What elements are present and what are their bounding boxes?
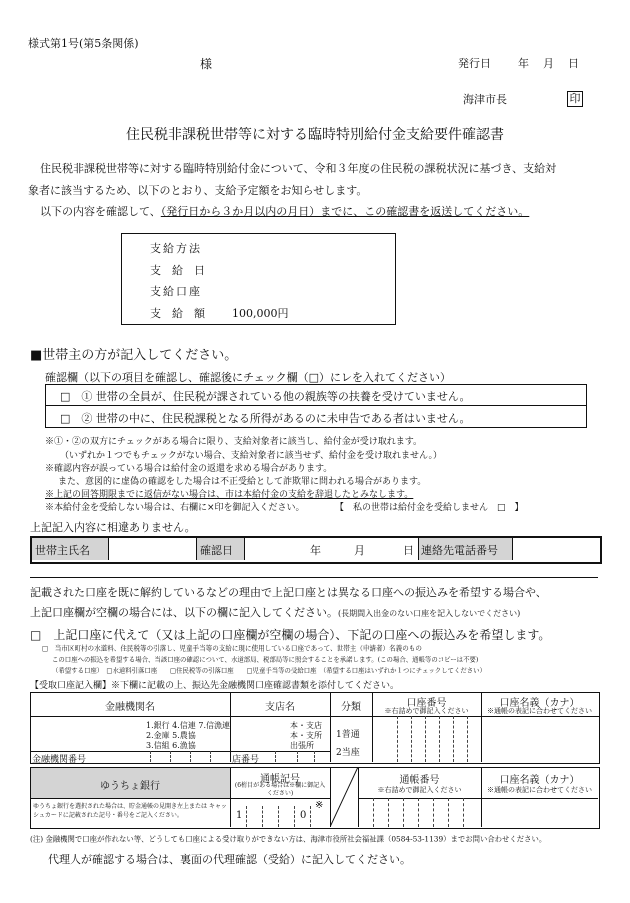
confirm-day: 日 bbox=[403, 544, 414, 557]
account-type-header: 分類 bbox=[341, 702, 361, 713]
seal-stamp: 印 bbox=[567, 91, 583, 107]
payment-account-label: 支給口座 bbox=[150, 285, 202, 298]
householder-name-label: 世帯主氏名 bbox=[35, 544, 90, 557]
transfer-line-2-small: (長期間入出金のない口座を記入しないでください) bbox=[338, 609, 521, 618]
issue-year: 年 bbox=[518, 57, 529, 70]
confirm-item-1[interactable]: □ ① 世帯の全員が、住民税が課されている他の親族等の扶養を受けていません。 bbox=[60, 390, 471, 403]
tsucho-kigo-sub: (6桁目がある場合は※欄に御記入ください) bbox=[234, 782, 326, 797]
yucho-bank-name: ゆうちょ銀行 bbox=[100, 781, 160, 792]
issue-date-label: 発行日 bbox=[458, 57, 491, 70]
account-type-current[interactable]: 2当座 bbox=[336, 748, 360, 758]
yucho-note: ゆうちょ銀行を選択された場合は、貯金通帳の見開き左上または キャッシュカードに記載された記号・番号をご記入ください。 bbox=[33, 803, 227, 819]
bank-name-header: 金融機関名 bbox=[105, 702, 155, 713]
account-number-sub: ※右詰めで御記入ください bbox=[384, 707, 469, 715]
issue-day: 日 bbox=[568, 57, 579, 70]
payment-method-label: 支給方法 bbox=[150, 242, 202, 255]
account-number-header: 口座番号 bbox=[406, 698, 447, 709]
tsucho-bango-sub: ※右詰めで御記入ください bbox=[377, 786, 462, 794]
intro-line-3-pre: 以下の内容を確認して、 bbox=[40, 205, 161, 218]
payment-amount-label: 支 給 額 bbox=[150, 307, 205, 320]
intro-line-3 bbox=[40, 203, 529, 219]
phone-field[interactable] bbox=[514, 539, 596, 559]
addressee-suffix: 様 bbox=[200, 57, 213, 71]
householder-name-field[interactable] bbox=[110, 539, 194, 559]
note-1b: （いずれか１つでもチェックがない場合、支給対象者に該当せず、給付金を受け取れません。） bbox=[60, 451, 443, 461]
transfer-line-2 bbox=[30, 604, 520, 620]
intro-line-2: 象者に該当するため、以下のとおり、支給予定額をお知らせします。 bbox=[28, 184, 368, 197]
yucho-holder-header: 口座名義（カナ） bbox=[499, 775, 580, 786]
decline-checkbox[interactable]: 【 私の世帯は給付金を受給しません □ 】 bbox=[335, 503, 524, 513]
confirm-month: 月 bbox=[354, 544, 365, 557]
bank-kind-row-1: 1.銀行 4.信連 7.信漁連 bbox=[146, 721, 230, 730]
consent-3[interactable]: （希望する口座） □水道料引落口座 □住民税等の引落口座 □児童手当等の受給口座 （希望する口座はいずれか１つにチェックしてください） bbox=[52, 666, 486, 674]
note-2: ※確認内容が誤っている場合は給付金の返還を求める場合があります。 bbox=[45, 464, 333, 474]
confirm-item-2[interactable]: □ ② 世帯の中に、住民税課税となる所得があるのに未申告である者はいません。 bbox=[60, 412, 471, 425]
confirm-heading: 確認欄（以下の項目を確認し、確認後にチェック欄（□）にレを入れてください） bbox=[45, 371, 452, 384]
phone-label: 連絡先電話番号 bbox=[421, 544, 498, 557]
account-holder-sub: ※通帳の表記に合わせてください bbox=[487, 707, 592, 715]
note-1a: ※①・②の双方にチェックがある場合に限り、支給対象者に該当し、給付金が受け取れます。 bbox=[45, 437, 423, 447]
consent-1[interactable]: □ 当市区町村の水道料、住民税等の引落し、児童手当等の支給に現に使用している口座であって、世帯主（申請者）名義のもの bbox=[42, 644, 422, 653]
bank-kind-row-2: 2.金庫 5.農協 bbox=[146, 731, 196, 740]
alternate-account-checkbox[interactable]: □ 上記口座に代えて（又は上記の口座欄が空欄の場合）、下記の口座への振込みを希望します。 bbox=[30, 628, 551, 642]
branch-kind-row-2: 本・支所 bbox=[290, 731, 322, 740]
account-entry-instruction: 【受取口座記入欄】※下欄に記載の上、振込先金融機関口座確認書類を添付してください。 bbox=[30, 681, 400, 691]
account-holder-header: 口座名義（カナ） bbox=[499, 698, 580, 709]
branch-kind-row-3: 出張所 bbox=[290, 741, 314, 750]
divider bbox=[30, 577, 598, 578]
document-title: 住民税非課税世帯等に対する臨時特別給付金支給要件確認書 bbox=[126, 127, 504, 143]
yucho-slash bbox=[330, 767, 358, 827]
tsucho-kigo-header: 通帳記号 bbox=[260, 774, 300, 785]
bank-code-label: 金融機関番号 bbox=[32, 755, 87, 765]
payment-amount-value: 100,000円 bbox=[232, 307, 289, 320]
consent-2: この口座への振込を希望する場合、当該口座の確認について、水道部局、税部局等に照会することを承諾します。(この場合、通帳等のコピーは不要) bbox=[52, 655, 479, 663]
branch-code-label: 店番号 bbox=[232, 755, 260, 765]
kigo-star: ※ bbox=[315, 800, 324, 811]
return-deadline: （発行日から３か月以内の月日）までに、この確認書を返送してください。 bbox=[160, 205, 530, 218]
note-3: また、意図的に虚偽の確認をした場合は不正受給として詐欺罪に問われる場合があります。 bbox=[58, 477, 427, 487]
bank-kind-row-3: 3.信組 6.漁協 bbox=[146, 741, 196, 750]
transfer-line-2-main: 上記口座欄が空欄の場合には、以下の欄に記入してください。 bbox=[30, 606, 338, 619]
payment-date-label: 支 給 日 bbox=[150, 264, 205, 277]
kigo-digit-1: 1 bbox=[236, 810, 243, 821]
yucho-holder-sub: ※通帳の表記に合わせてください bbox=[487, 786, 592, 794]
householder-section-heading: ■世帯主の方が記入してください。 bbox=[30, 348, 238, 363]
branch-header: 支店名 bbox=[265, 702, 295, 713]
issue-month: 月 bbox=[543, 57, 554, 70]
form-number: 様式第1号(第5条関係) bbox=[28, 37, 139, 50]
kigo-digit-0: 0 bbox=[300, 810, 307, 821]
confirm-year: 年 bbox=[310, 544, 321, 557]
footer-note: (注) 金融機関で口座が作れない等、どうしても口座による受け取りができない方は、海津市役所社会福祉課（0584-53-1139）までお問い合わせください。 bbox=[30, 834, 547, 844]
transfer-line-1: 記載された口座を既に解約しているなどの理由で上記口座とは異なる口座への振込みを希望する場合や、 bbox=[30, 586, 547, 599]
note-4: ※上記の回答期限までに返信がない場合は、市は本給付金の支給を辞退したとみなします。 bbox=[45, 490, 414, 500]
note-5: ※本給付金を受給しない場合は、右欄に×印を御記入ください。 bbox=[45, 503, 305, 513]
account-type-ordinary[interactable]: 1普通 bbox=[336, 730, 360, 740]
agreement-text: 上記記入内容に相違ありません。 bbox=[30, 521, 196, 534]
intro-line-1: 住民税非課税世帯等に対する臨時特別給付金について、令和３年度の住民税の課税状況に基づき、支給対 bbox=[40, 162, 557, 175]
tsucho-bango-header: 通帳番号 bbox=[399, 775, 440, 786]
proxy-note: 代理人が確認する場合は、裏面の代理確認（受給）に記入してください。 bbox=[48, 853, 411, 866]
confirm-date-label: 確認日 bbox=[200, 544, 233, 557]
branch-kind-row-1: 本・支店 bbox=[290, 721, 322, 730]
mayor: 海津市長 bbox=[463, 93, 507, 106]
